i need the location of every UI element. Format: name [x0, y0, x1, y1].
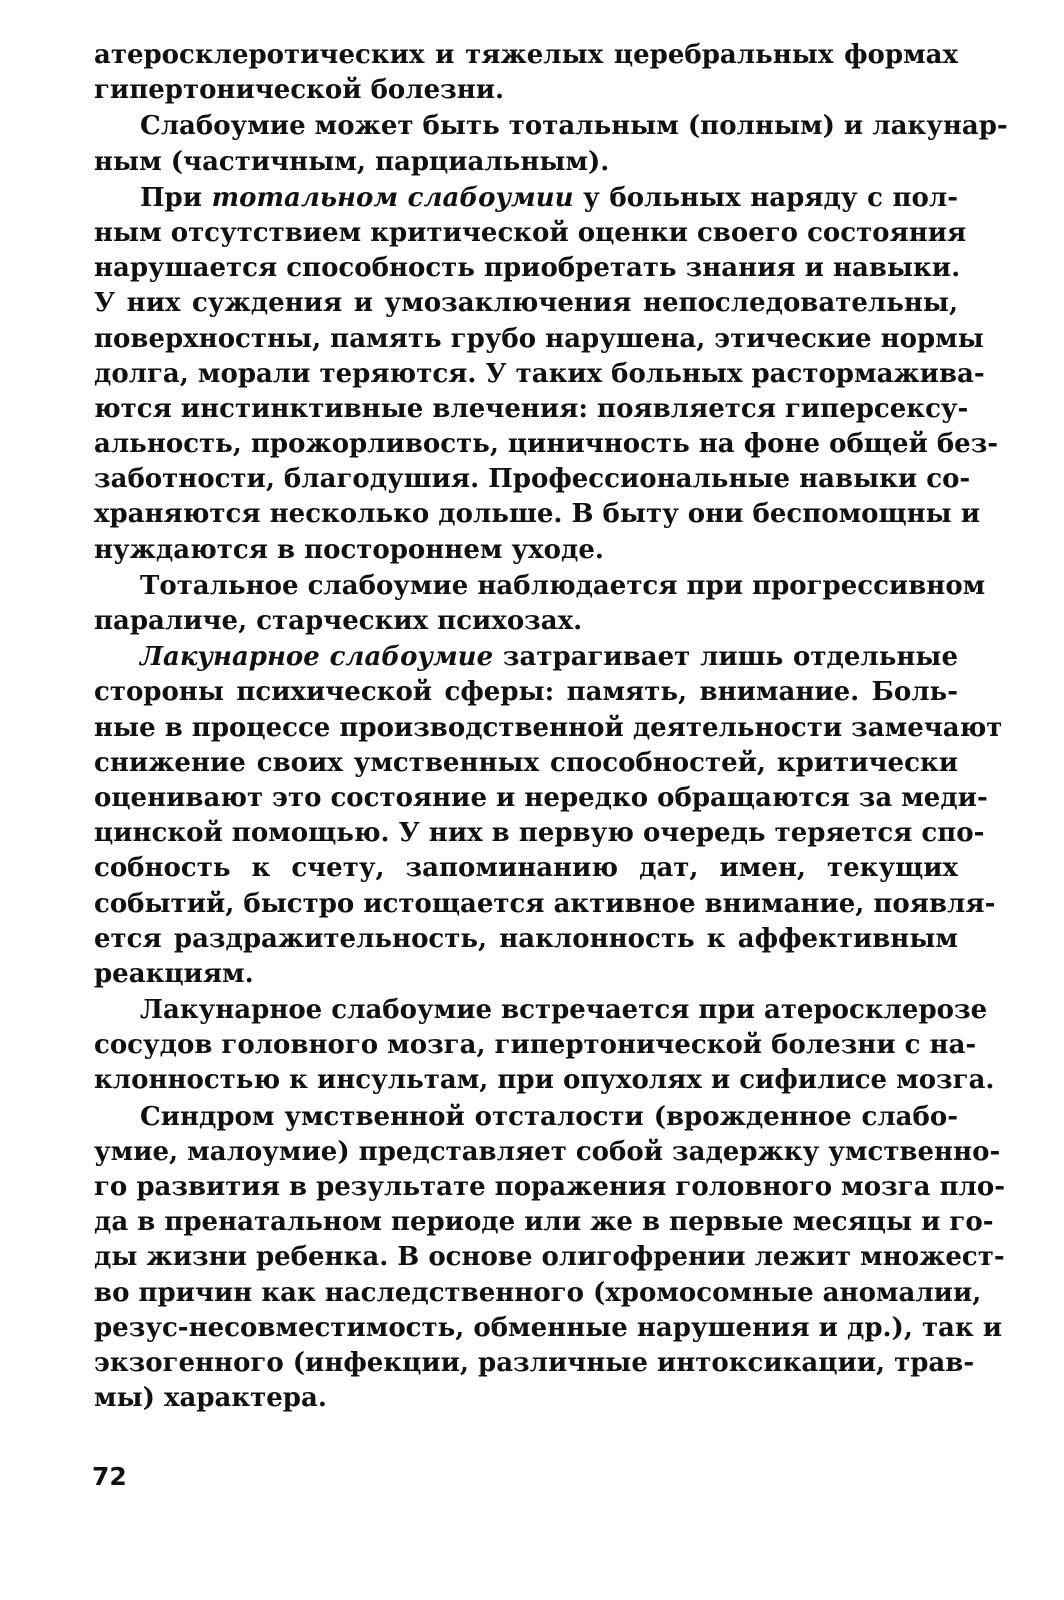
text-line: собность к счету, запоминанию дат, имен, текущих [94, 853, 958, 884]
text-line: экзогенного (инфекции, различные интоксикации, трав- [94, 1347, 975, 1378]
text-line [94, 1100, 958, 1135]
text-line: ются инстинктивные влечения: появляется гиперсексу- [94, 393, 969, 424]
text-run: затрагивает лишь отдельные [493, 642, 958, 673]
text-line: клонностью к инсультам, при опухолях и сифилисе мозга. [94, 1065, 995, 1096]
text-line: гипертонической болезни. [94, 75, 505, 106]
text-line: цинской помощью. У них в первую очередь теряется спо- [94, 818, 985, 849]
text-line: мы) характера. [94, 1383, 327, 1414]
text-line: да в пренатальном периоде или же в первые месяцы и го- [94, 1207, 994, 1238]
text-line: долга, морали теряются. У таких больных растормажива- [94, 358, 985, 389]
italic-term-total-dementia: тотальном слабоумии [211, 182, 574, 213]
text-line: событий, быстро истощается активное внимание, появля- [94, 888, 996, 919]
text-line [94, 181, 958, 216]
bold-term-mental-retardation-syndrome: Синдром умственной отсталости [140, 1101, 644, 1132]
text-line: сосудов головного мозга, гипертонической болезни с на- [94, 1030, 977, 1061]
text-line: го развития в результате поражения головного мозга пло- [94, 1172, 1005, 1202]
text-line: ным отсутствием критической оценки своего состояния [94, 217, 967, 248]
text-line [94, 640, 958, 675]
text-run: у больных наряду с пол- [573, 182, 958, 213]
italic-term-lacunar-dementia: Лакунарное слабоумие [140, 642, 494, 673]
text-line: умие, малоумие) представляет собой задержку умственно- [94, 1136, 1001, 1167]
text-line: стороны психической сферы: память, внимание. Боль- [94, 677, 958, 708]
text-line: альность, прожорливость, циничность на фоне общей без- [94, 429, 999, 460]
text-line: заботности, благодушия. Профессиональные навыки со- [94, 464, 971, 495]
text-line: ным (частичным, парциальным). [94, 146, 610, 177]
text-line: параличе, старческих психозах. [94, 606, 583, 636]
text-line: Лакунарное слабоумие встречается при атеросклерозе [140, 995, 988, 1026]
text-run: При [140, 182, 212, 213]
text-line: оценивают это состояние и нередко обращаются за меди- [94, 782, 988, 813]
body-text [94, 38, 1008, 1416]
text-line: снижение своих умственных способностей, критически [94, 747, 958, 778]
text-line: ется раздражительность, наклонность к аффективным [94, 923, 958, 954]
text-line: атеросклеротических и тяжелых церебральных формах [94, 40, 958, 70]
page-number: 72 [92, 1462, 127, 1491]
text-line: Слабоумие может быть тотальным (полным) и лакунар- [140, 111, 1008, 142]
text-line: реакциям. [94, 958, 254, 989]
text-run: (врожденное слабо- [643, 1101, 959, 1132]
text-line: нарушается способность приобретать знания и навыки. [94, 253, 961, 284]
text-line: поверхностны, память грубо нарушена, этические нормы [94, 323, 984, 354]
text-line: резус-несовместимость, обменные нарушения и др.), так и [94, 1312, 1003, 1343]
text-line: У них суждения и умозаключения непоследовательны, [94, 288, 958, 319]
text-line: Тотальное слабоумие наблюдается при прогрессивном [140, 570, 986, 601]
text-line: ные в процессе производственной деятельности замечают [94, 712, 1003, 743]
text-line: храняются несколько дольше. В быту они беспомощны и [94, 499, 981, 530]
text-line: нуждаются в постороннем уходе. [94, 534, 604, 565]
text-line: ды жизни ребенка. В основе олигофрении лежит множест- [94, 1242, 1005, 1273]
text-line: во причин как наследственного (хромосомные аномалии, [94, 1277, 982, 1308]
